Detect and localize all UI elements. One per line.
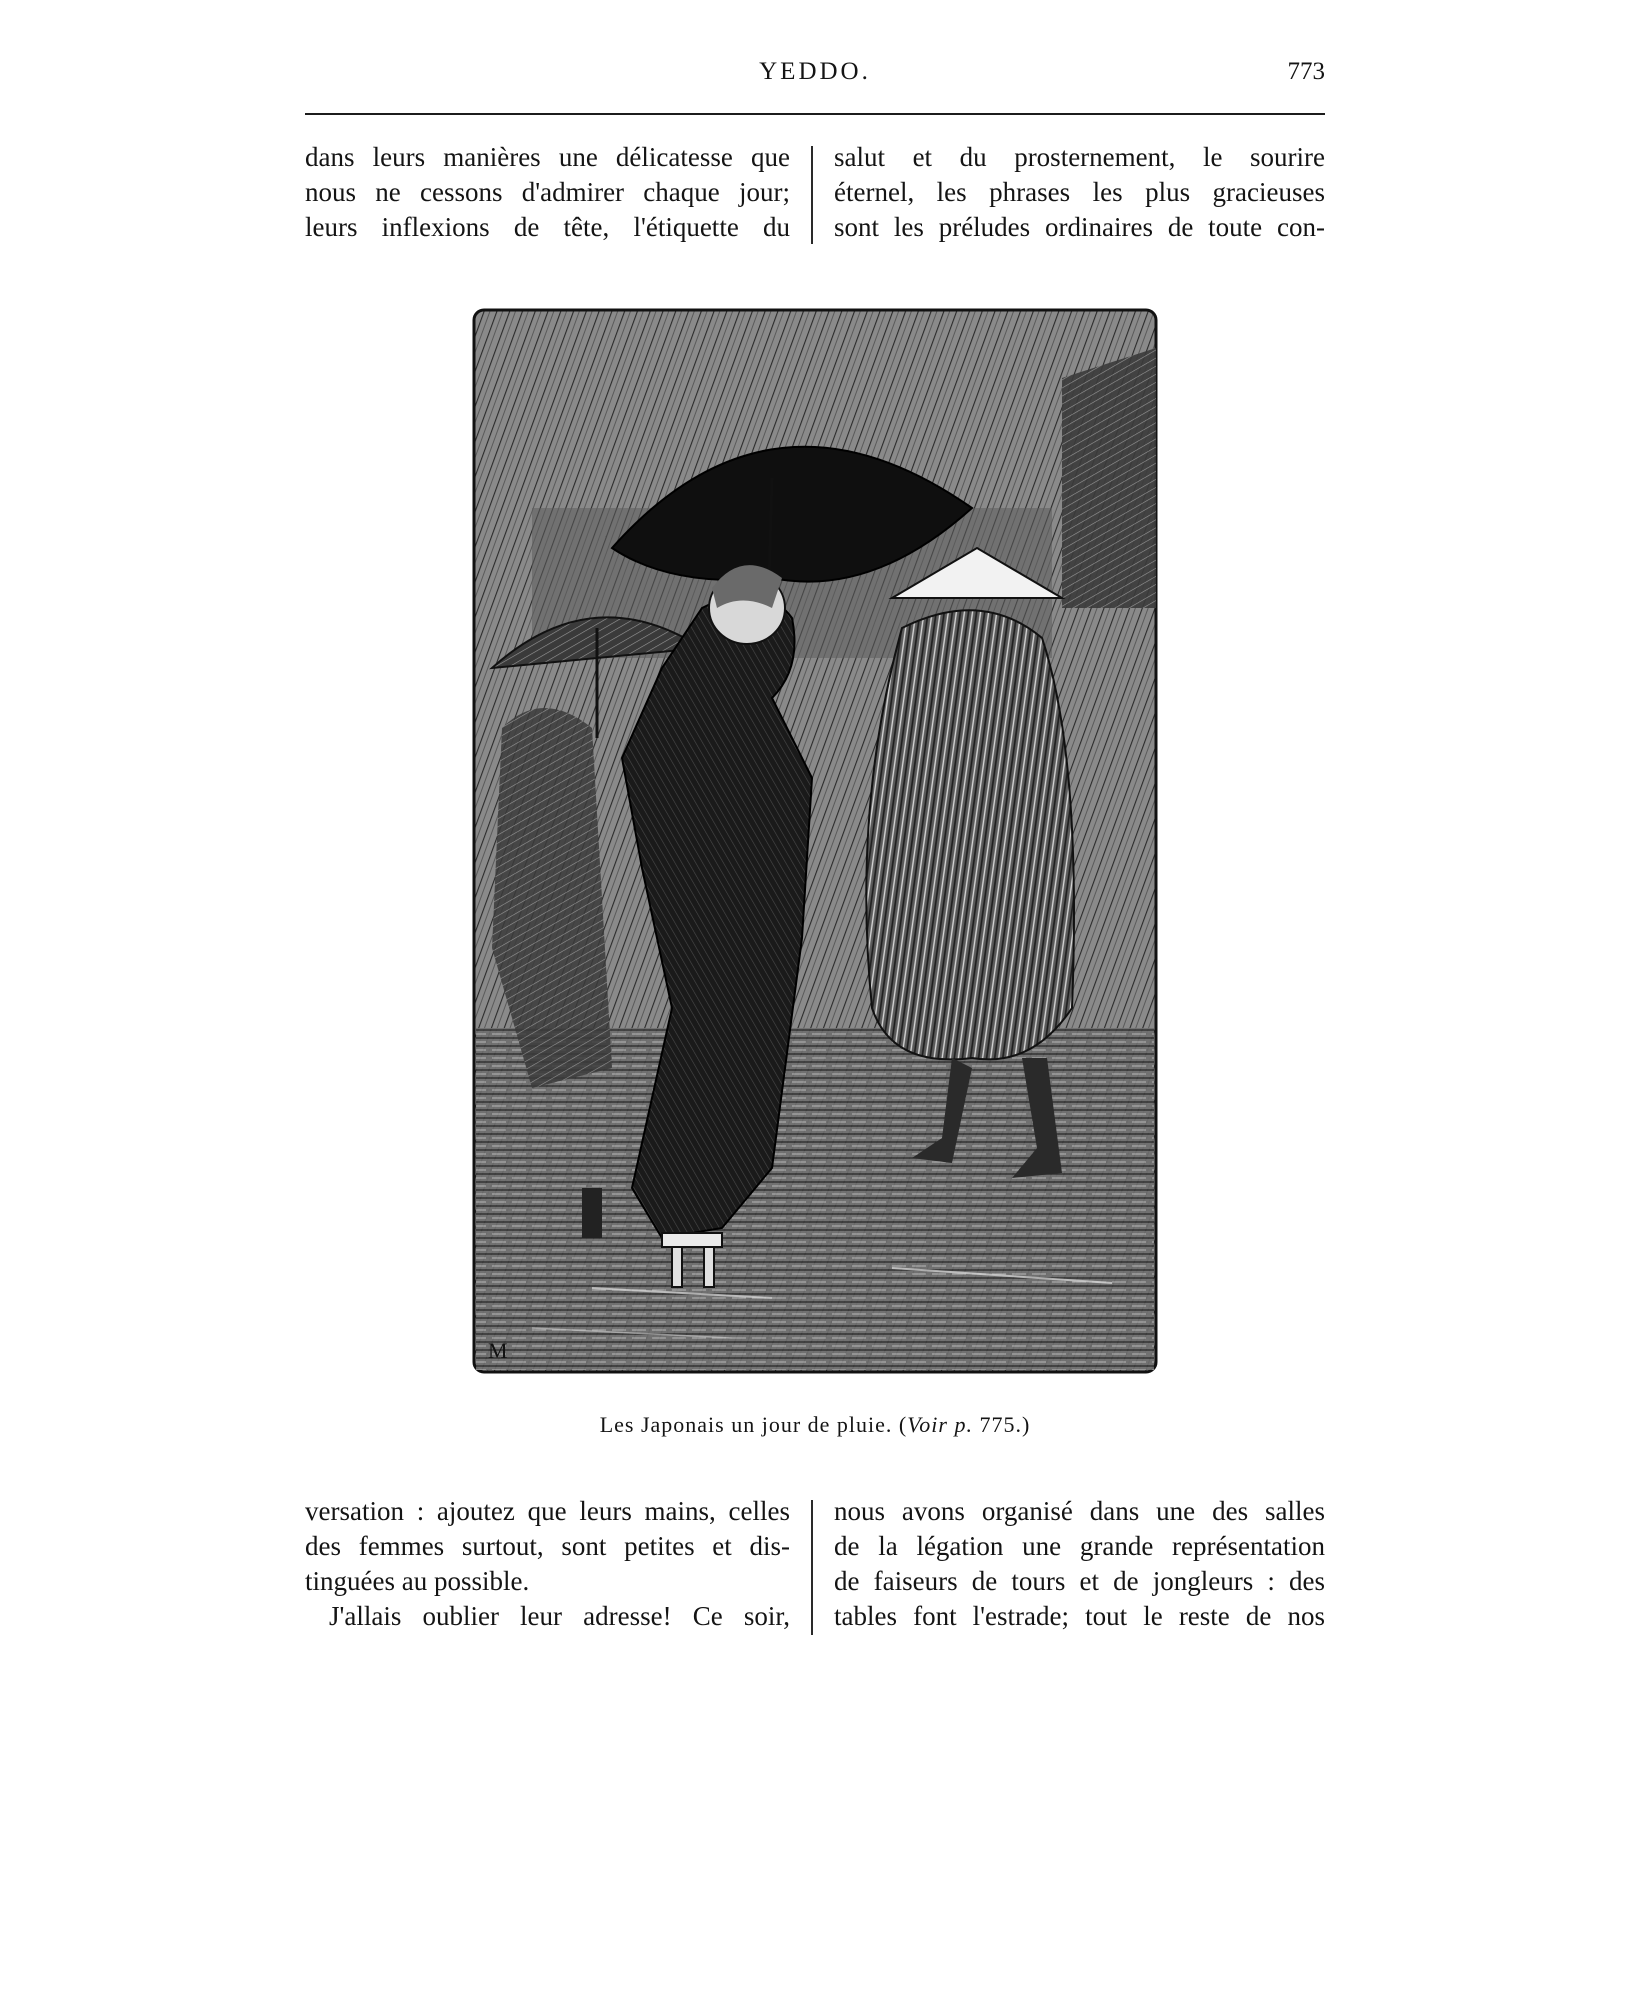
column-divider-bottom [811, 1500, 813, 1635]
text-line: de faiseurs de tours et de jongleurs : des [834, 1566, 1325, 1596]
text-line: J'allais oublier leur adresse! Ce soir, [329, 1601, 790, 1631]
text-line: dans leurs manières une délicatesse que [305, 142, 790, 172]
header-rule [305, 113, 1325, 115]
text-line: nous avons organisé dans une des salles [834, 1496, 1325, 1526]
top-left-column [305, 140, 790, 245]
figure-caption [305, 1412, 1325, 1438]
text-line: nous ne cessons d'admirer chaque jour; [305, 177, 790, 207]
running-head [305, 58, 1325, 98]
bottom-right-column [834, 1494, 1325, 1634]
text-line: salut et du prosternement, le sourire [834, 142, 1325, 172]
page-number: 773 [1287, 58, 1325, 85]
caption-text: Les Japonais un jour de pluie. ( [599, 1412, 908, 1437]
text-line: des femmes surtout, sont petites et dis- [305, 1531, 790, 1561]
top-right-column [834, 140, 1325, 245]
caption-reference: Voir p. [907, 1412, 973, 1437]
text-line: éternel, les phrases les plus gracieuses [834, 177, 1325, 207]
text-line: tables font l'estrade; tout le reste de nos [834, 1601, 1325, 1631]
running-title: YEDDO. [759, 58, 871, 85]
engraving-illustration [472, 308, 1158, 1374]
text-line: versation : ajoutez que leurs mains, celles [305, 1496, 790, 1526]
column-divider-top [811, 146, 813, 244]
bottom-left-column [305, 1494, 790, 1634]
text-line: leurs inflexions de tête, l'étiquette du [305, 212, 790, 242]
text-line: de la légation une grande représentation [834, 1531, 1325, 1561]
text-line: tinguées au possible. [305, 1566, 530, 1596]
text-line: sont les préludes ordinaires de toute con- [834, 212, 1325, 242]
caption-page: 775.) [972, 1412, 1031, 1437]
engraver-mark: M [488, 1338, 508, 1363]
